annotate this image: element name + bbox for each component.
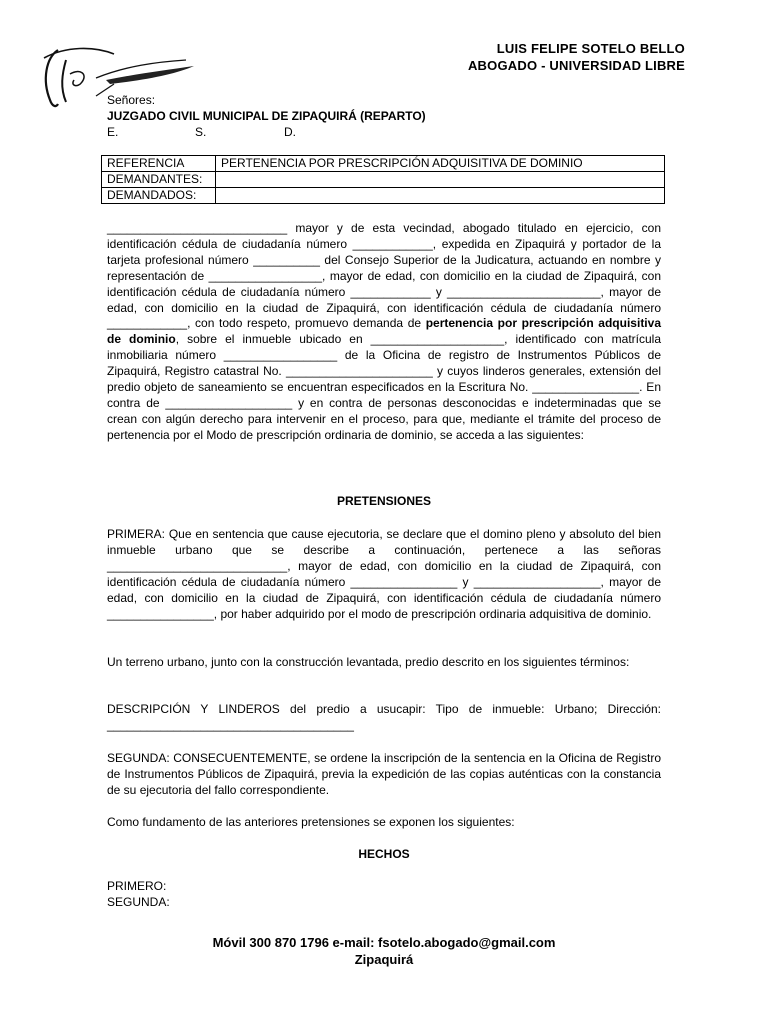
intro-part-2: , sobre el inmueble ubicado en ____________________, identificado con matrícula inmobiliaria número _________________ de la Oficina de registro de Instrumentos Públicos de Zipaquirá, Registro catastral No. ______________________ y cuyos linderos generales, extensión del predio objeto de saneamiento se encuentran especificados en la Escritura No. ________________. En contra de ___________________ y en contra de personas desconocidas e indeterminadas que se crean con algún derecho para intervenir en el proceso, para que, mediante el trámite del proceso de pertenencia por el Modo de prescripción ordinaria de dominio, se acceda a las siguientes: (107, 332, 661, 442)
intro-part-1: ___________________________ mayor y de esta vecindad, abogado titulado en ejercicio, con identificación cédula de ciudadanía número ____________, expedida en Zipaquirá y portador de la tarjeta profesional número __________ del Consejo Superior de la Judicatura, actuando en nombre y representación de _________________, mayor de edad, con domicilio en la ciudad de Zipaquirá, con identificación cédula de ciudadanía número ____________ y _______________________, mayor de edad, con domicilio en la ciudad de Zipaquirá, con identificación cédula de ciudadanía número ____________, con todo respeto, promuevo demanda de (107, 221, 661, 331)
demandados-key: DEMANDADOS: (102, 188, 216, 204)
footer-city: Zipaquirá (354, 952, 414, 967)
pretensiones-heading: PRETENSIONES (336, 494, 432, 508)
table-row (102, 188, 665, 204)
reference-table (101, 155, 665, 204)
esd-e: E. (107, 124, 119, 139)
demandados-value (216, 188, 665, 204)
ref-value: PERTENENCIA POR PRESCRIPCIÓN ADQUISITIVA DE DOMINIO (216, 156, 665, 172)
fundamento-paragraph: Como fundamento de las anteriores pretensiones se exponen los siguientes: (107, 815, 515, 829)
hechos-heading: HECHOS (358, 847, 410, 861)
hechos-list (107, 879, 661, 911)
ref-key: REFERENCIA (102, 156, 216, 172)
intro-paragraph (107, 221, 661, 444)
esd-s: S. (195, 124, 207, 139)
esd-d: D. (284, 124, 296, 139)
letterhead (468, 40, 685, 74)
greeting: Señores: (107, 93, 156, 107)
footer-contact: Móvil 300 870 1796 e-mail: fsotelo.abogado@gmail.com (212, 935, 556, 950)
lawyer-name: LUIS FELIPE SOTELO BELLO (496, 41, 685, 56)
court-name: JUZGADO CIVIL MUNICIPAL DE ZIPAQUIRÁ (REPARTO) (107, 108, 426, 123)
salutation (107, 93, 661, 141)
descripcion-paragraph: DESCRIPCIÓN Y LINDEROS del predio a usucapir: Tipo de inmueble: Urbano; Dirección: _____________________________________ (107, 702, 661, 732)
demandantes-value (216, 172, 665, 188)
footer (0, 934, 768, 968)
table-row (102, 156, 665, 172)
segunda-paragraph: SEGUNDA: CONSECUENTEMENTE, se ordene la inscripción de la sentencia en la Oficina de Registro de Instrumentos Públicos de Zipaquirá, previa la expedición de las copias auténticas con la constancia de su ejecutoria del fallo correspondiente. (107, 751, 661, 797)
primera-paragraph: PRIMERA: Que en sentencia que cause ejecutoria, se declare que el domino pleno y absoluto del bien inmueble urbano que se describe a continuación, pertenece a las señoras ___________________________, mayor de edad, con domicilio en la ciudad de Zipaquirá, con identificación cédula de ciudadanía número ________________ y ___________________, mayor de edad, con domicilio en la ciudad de Zipaquirá, con identificación cédula de ciudadanía número ________________, por haber adquirido por el modo de prescripción ordinaria adquisitiva de dominio. (107, 527, 661, 621)
table-row (102, 172, 665, 188)
lawyer-title: ABOGADO - UNIVERSIDAD LIBRE (467, 58, 685, 73)
terreno-paragraph: Un terreno urbano, junto con la construcción levantada, predio descrito en los siguientes términos: (107, 655, 630, 669)
intro-bold: pertenencia por prescripción adquisitiva de dominio (107, 316, 661, 347)
demandantes-key: DEMANDANTES: (102, 172, 216, 188)
hecho-primero: PRIMERO: (107, 879, 167, 893)
esd-line (107, 125, 661, 141)
hecho-segunda: SEGUNDA: (107, 894, 170, 909)
